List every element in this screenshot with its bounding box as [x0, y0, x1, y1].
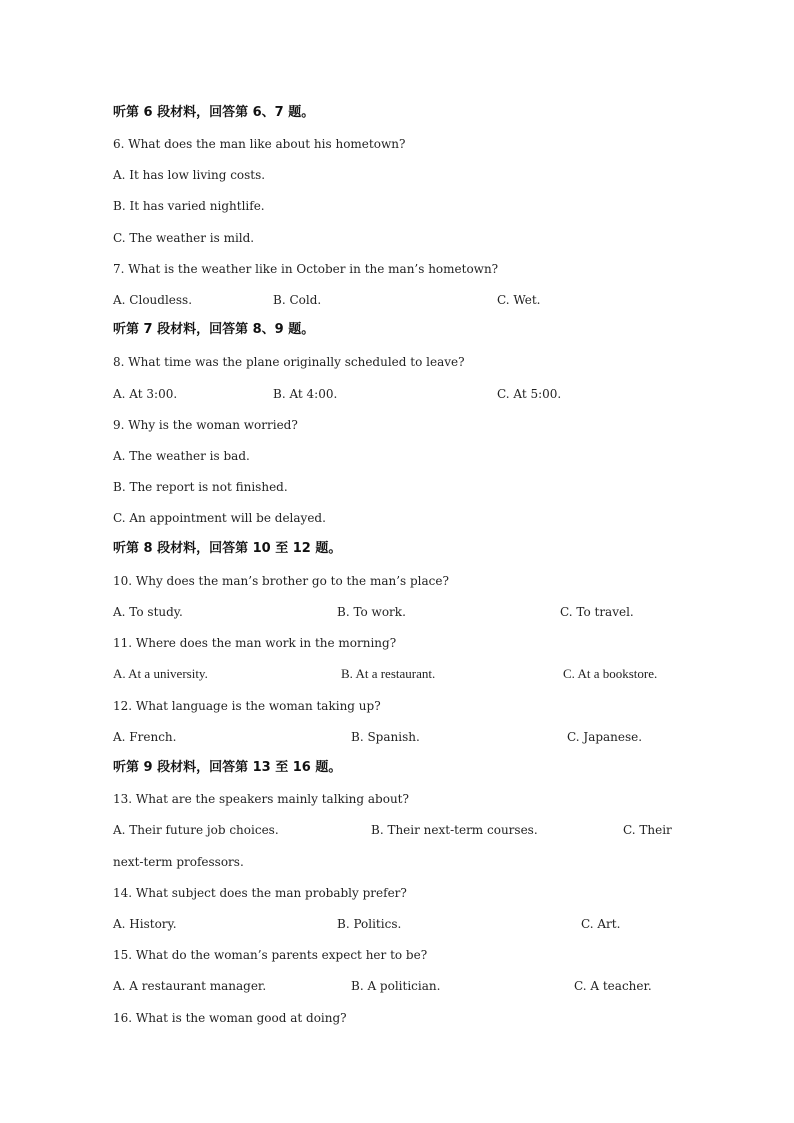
option-b: B. Politics.: [337, 917, 402, 931]
option-a: A. The weather is bad.: [113, 449, 250, 463]
section-heading: 听第 7 段材料，回答第 8、9 题。: [113, 322, 315, 337]
option-a: A. To study.: [113, 605, 183, 619]
option-c: C. Their: [623, 823, 672, 837]
question-text: 7. What is the weather like in October in the man’s hometown?: [113, 262, 499, 276]
option-c: C. To travel.: [560, 605, 634, 619]
section-heading: 听第 6 段材料，回答第 6、7 题。: [113, 105, 315, 120]
option-a: A. Their future job choices.: [113, 823, 279, 837]
option-c: C. The weather is mild.: [113, 231, 255, 245]
option-a: A. Cloudless.: [113, 293, 193, 307]
option-b: B. The report is not finished.: [113, 480, 288, 494]
option-a: A. It has low living costs.: [113, 168, 266, 182]
option-b: B. To work.: [337, 605, 406, 619]
option-c: C. An appointment will be delayed.: [113, 511, 326, 525]
option-c: C. At a bookstore.: [563, 666, 658, 681]
option-c-continued: next-term professors.: [113, 855, 244, 869]
question-text: 8. What time was the plane originally scheduled to leave?: [113, 355, 465, 369]
section-heading: 听第 8 段材料，回答第 10 至 12 题。: [113, 541, 342, 556]
question-text: 14. What subject does the man probably prefer?: [113, 886, 407, 900]
option-b: B. A politician.: [351, 979, 441, 993]
option-a: A. A restaurant manager.: [113, 979, 267, 993]
section-heading: 听第 9 段材料，回答第 13 至 16 题。: [113, 760, 342, 775]
option-c: C. At 5:00.: [497, 387, 562, 401]
question-text: 9. Why is the woman worried?: [113, 418, 298, 432]
option-b: B. Their next-term courses.: [371, 823, 538, 837]
option-b: B. At a restaurant.: [341, 666, 436, 681]
option-a: A. French.: [113, 730, 177, 744]
option-b: B. It has varied nightlife.: [113, 199, 265, 213]
question-text: 12. What language is the woman taking up?: [113, 699, 381, 713]
option-a: A. At a university.: [113, 666, 208, 681]
option-a: A. History.: [113, 917, 177, 931]
question-text: 10. Why does the man’s brother go to the man’s place?: [113, 574, 449, 588]
option-b: B. Spanish.: [351, 730, 420, 744]
option-a: A. At 3:00.: [113, 387, 178, 401]
option-c: C. A teacher.: [574, 979, 652, 993]
question-text: 15. What do the woman’s parents expect her to be?: [113, 948, 428, 962]
question-text: 16. What is the woman good at doing?: [113, 1011, 347, 1025]
option-c: C. Japanese.: [567, 730, 643, 744]
option-b: B. At 4:00.: [273, 387, 338, 401]
option-c: C. Wet.: [497, 293, 541, 307]
question-text: 13. What are the speakers mainly talking about?: [113, 792, 409, 806]
option-b: B. Cold.: [273, 293, 322, 307]
question-text: 6. What does the man like about his hometown?: [113, 137, 406, 151]
question-text: 11. Where does the man work in the morning?: [113, 636, 397, 650]
option-c: C. Art.: [581, 917, 621, 931]
